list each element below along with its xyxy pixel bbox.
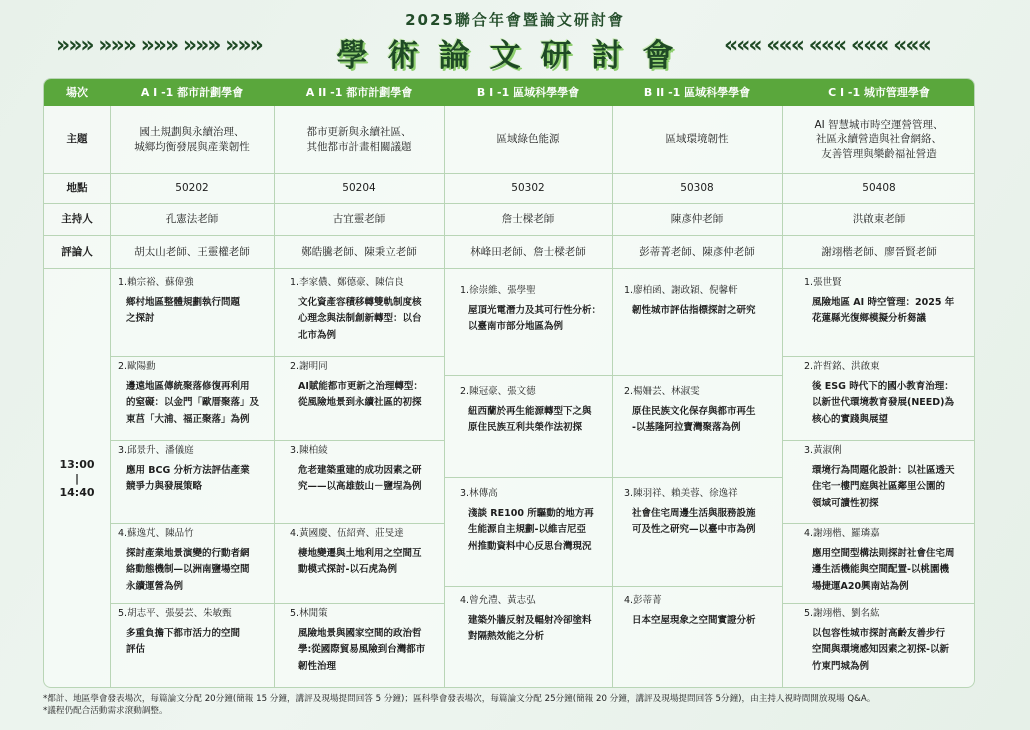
page-title: 學術論文研討會 <box>336 38 694 74</box>
reviewer-cell: 謝翊楷老師、廖晉賢老師 <box>821 245 937 258</box>
paper-entry <box>804 275 974 328</box>
paper-title: 危老建築重建的成功因素之研 究——以高雄鼓山－鹽埕為例 <box>298 464 422 493</box>
row-label: 評論人 <box>61 245 93 258</box>
paper-authors: 4.黃國慶、伍紹齊、莊旻達 <box>290 528 404 539</box>
paper-entry <box>624 486 780 539</box>
row-divider <box>274 523 444 524</box>
session-name: B II -1 區域科學學會 <box>643 86 751 99</box>
paper-entry <box>460 384 610 437</box>
paper-title: 棲地變遷與土地利用之空間互 動模式探討-以石虎為例 <box>298 547 422 576</box>
theme-cell: 都市更新與永續社區、 其他都市計畫相關議題 <box>306 126 412 153</box>
row-label: 主持人 <box>61 213 93 226</box>
theme-cell: AI 智慧城市時空運營管理、 社區永續營造與社會網絡、 友善管理與樂齡福祉營造 <box>814 119 944 160</box>
paper-entry <box>118 443 270 496</box>
header-session-label: 場次 <box>66 86 88 99</box>
theme-cell: 國土規劃與永續治理、 城鄉均衡發展與產業韌性 <box>134 126 250 153</box>
session-name: A II -1 都市計劃學會 <box>305 86 413 99</box>
row-divider <box>782 356 975 357</box>
paper-title: 淺談 RE100 所驅動的地方再 生能源自主規劃-以維吉尼亞 州推動資料中心反思台灣現況 <box>468 507 594 552</box>
paper-authors: 5.謝翊楷、劉名紘 <box>804 608 880 619</box>
row-divider <box>782 440 975 441</box>
location-cell: 50202 <box>175 182 209 195</box>
row-divider <box>444 586 612 587</box>
paper-title: 屋頂光電潛力及其可行性分析： 以臺南市部分地區為例 <box>468 304 602 333</box>
paper-title: 日本空屋現象之空間實證分析 <box>632 614 756 626</box>
paper-entry <box>290 443 442 496</box>
paper-title: 以包容性城市探討高齡友善步行 空間與環境感知因素之初探-以新 竹東門城為例 <box>812 627 949 672</box>
row-divider <box>274 603 444 604</box>
paper-authors: 5.胡志平、張晏芸、朱敏甄 <box>118 608 232 619</box>
right-chevrons-decoration: ««« ««« ««« ««« ««« <box>724 33 930 58</box>
paper-title: 多重負擔下都市活力的空間 評估 <box>126 627 241 656</box>
location-cell: 50408 <box>862 182 896 195</box>
paper-title: 環境行為問題化設計：以社區透天 住宅一樓門庭與社區鄰里公園的 領域可讀性初探 <box>812 464 955 509</box>
paper-authors: 5.林閒策 <box>290 608 328 619</box>
row-divider <box>110 523 274 524</box>
paper-entry <box>624 384 780 437</box>
footnote-schedule: *議程仍配合活動需求滾動調整。 <box>43 706 168 717</box>
theme-cell: 區域綠色能源 <box>496 133 560 146</box>
location-cell: 50308 <box>680 182 714 195</box>
paper-entry <box>118 359 270 429</box>
paper-entry <box>804 606 974 676</box>
paper-authors: 2.許哲銘、洪啟東 <box>804 361 880 372</box>
paper-authors: 4.蘇逸芃、陳品竹 <box>118 528 194 539</box>
paper-entry <box>118 526 270 596</box>
paper-title: 鄉村地區整體規劃執行問題 之探討 <box>126 296 241 325</box>
paper-entry <box>118 606 270 659</box>
paper-authors: 3.林傳高 <box>460 488 498 499</box>
reviewer-cell: 彭蒂菁老師、陳彥仲老師 <box>639 245 755 258</box>
host-cell: 陳彥仲老師 <box>670 213 724 226</box>
session-name: A I -1 都市計劃學會 <box>140 86 244 99</box>
paper-authors: 2.楊姍芸、林淑雯 <box>624 386 700 397</box>
schedule-table <box>43 78 975 688</box>
row-label: 地點 <box>66 182 88 195</box>
reviewer-cell: 胡太山老師、王靈權老師 <box>134 245 250 258</box>
paper-entry <box>290 275 442 345</box>
paper-entry <box>804 443 974 513</box>
paper-authors: 1.李家儂、鄭德豪、陳信良 <box>290 277 404 288</box>
paper-entry <box>290 359 442 412</box>
session-name: C I -1 城市管理學會 <box>828 86 930 99</box>
paper-entry <box>290 606 442 676</box>
reviewer-cell: 林峰田老師、詹士樑老師 <box>470 245 586 258</box>
host-cell: 古宜靈老師 <box>332 213 386 226</box>
time-end: 14:40 <box>59 486 95 500</box>
location-cell: 50204 <box>342 182 376 195</box>
row-divider <box>274 440 444 441</box>
left-chevrons-decoration: »»» »»» »»» »»» »»» <box>56 33 262 58</box>
row-divider <box>612 375 782 376</box>
paper-authors: 2.歐陽勳 <box>118 361 156 372</box>
paper-title: 文化資產容積移轉雙軌制度核 心理念與法制創新轉型：以台 北市為例 <box>298 296 422 341</box>
paper-authors: 2.謝明同 <box>290 361 328 372</box>
paper-title: 風險地區 AI 時空管理：2025 年 花蓮縣光復鄉模擬分析芻議 <box>812 296 955 325</box>
host-cell: 洪啟東老師 <box>852 213 906 226</box>
row-divider <box>110 356 274 357</box>
paper-authors: 1.賴宗裕、蘇偉強 <box>118 277 194 288</box>
theme-row <box>44 106 975 174</box>
row-divider <box>444 375 612 376</box>
row-label: 主題 <box>66 133 88 146</box>
row-divider <box>444 477 612 478</box>
paper-entry <box>460 486 610 556</box>
host-cell: 孔憲法老師 <box>165 213 219 226</box>
paper-entry <box>624 283 780 319</box>
paper-authors: 1.徐崇維、張學聖 <box>460 285 536 296</box>
row-divider <box>110 440 274 441</box>
reviewer-cell: 鄭皓騰老師、陳秉立老師 <box>301 245 417 258</box>
paper-title: 後 ESG 時代下的國小教育治理： 以新世代環境教育發展(NEED)為 核心的實踐與展望 <box>812 380 954 425</box>
paper-title: 應用空間型構法則探討社會住宅周 邊生活機能與空間配置-以桃園機 場捷運A20興南站為例 <box>812 547 955 592</box>
session-name: B I -1 區域科學學會 <box>476 86 580 99</box>
paper-title: 探討產業地景演變的行動者網 絡動態機制—以洲南鹽場空間 永續運營為例 <box>126 547 250 592</box>
event-subtitle: 2025聯合年會暨論文研討會 <box>405 11 625 29</box>
table-header-row <box>44 79 975 106</box>
location-cell: 50302 <box>511 182 545 195</box>
reviewer-row <box>44 236 975 269</box>
paper-authors: 3.陳柏綾 <box>290 445 328 456</box>
paper-entry <box>804 526 974 596</box>
paper-authors: 3.邱景升、潘儀庭 <box>118 445 194 456</box>
paper-entry <box>460 283 610 336</box>
paper-authors: 3.陳羽祥、賴美蓉、徐逸祥 <box>624 488 738 499</box>
paper-entry <box>460 593 610 646</box>
time-separator: | <box>74 471 80 485</box>
host-cell: 詹士樑老師 <box>501 213 555 226</box>
footnote-timing: *都計、地區學會發表場次，每篇論文分配 20分鐘(簡報 15 分鐘，講評及現場提問回答 5 分鐘)；區科學會發表場次，每篇論文分配 25分鐘(簡報 20 分鐘，講評及現場提問回答 5分鐘)，由主持人視時間開放現場 Q&A。 <box>43 694 876 704</box>
row-divider <box>782 603 975 604</box>
time-start: 13:00 <box>59 457 95 471</box>
location-row <box>44 174 975 204</box>
paper-title: 紐西蘭於再生能源轉型下之與 原住民族互利共榮作法初探 <box>468 405 592 434</box>
paper-title: 韌性城市評估指標探討之研究 <box>632 304 756 316</box>
paper-authors: 1.張世賢 <box>804 277 842 288</box>
footnotes <box>43 693 1003 717</box>
host-row <box>44 204 975 236</box>
paper-entry <box>118 275 270 328</box>
paper-title: 應用 BCG 分析方法評估產業 競爭力與發展策略 <box>126 464 250 493</box>
paper-title: 原住民族文化保存與都市再生 -以基隆阿拉寶灣聚落為例 <box>632 405 756 434</box>
time-slot <box>44 269 110 688</box>
paper-title: 社會住宅周邊生活與服務設施 可及性之研究—以臺中市為例 <box>632 507 756 536</box>
row-divider <box>274 356 444 357</box>
paper-entry <box>290 526 442 579</box>
paper-entry <box>624 593 780 629</box>
row-divider <box>782 523 975 524</box>
paper-authors: 4.彭蒂菁 <box>624 595 662 606</box>
paper-title: 風險地景與國家空間的政治哲 學:從國際貿易風險到台灣都市 韌性治理 <box>298 627 426 672</box>
theme-cell: 區域環境韌性 <box>665 133 729 146</box>
paper-title: 建築外牆反射及輻射冷卻塗料 對隔熱效能之分析 <box>468 614 592 643</box>
paper-entry <box>804 359 974 429</box>
page-header <box>0 0 1030 76</box>
row-divider <box>612 477 782 478</box>
row-divider <box>612 586 782 587</box>
row-divider <box>110 603 274 604</box>
paper-authors: 2.陳冠豪、張文德 <box>460 386 536 397</box>
title-row <box>0 30 1030 74</box>
paper-authors: 4.曾允澧、黃志弘 <box>460 595 536 606</box>
paper-authors: 3.黃淑俐 <box>804 445 842 456</box>
paper-authors: 1.廖柏函、謝政穎、倪馨軒 <box>624 285 738 296</box>
paper-authors: 4.謝翊楷、羅璘嘉 <box>804 528 880 539</box>
paper-title: AI賦能都市更新之治理轉型： 從風險地景到永續社區的初探 <box>298 380 423 409</box>
paper-title: 邊遠地區傳統聚落修復再利用 的窒礙：以金門「歐厝聚落」及 東莒「大浦、福正聚落」為例 <box>126 380 260 425</box>
